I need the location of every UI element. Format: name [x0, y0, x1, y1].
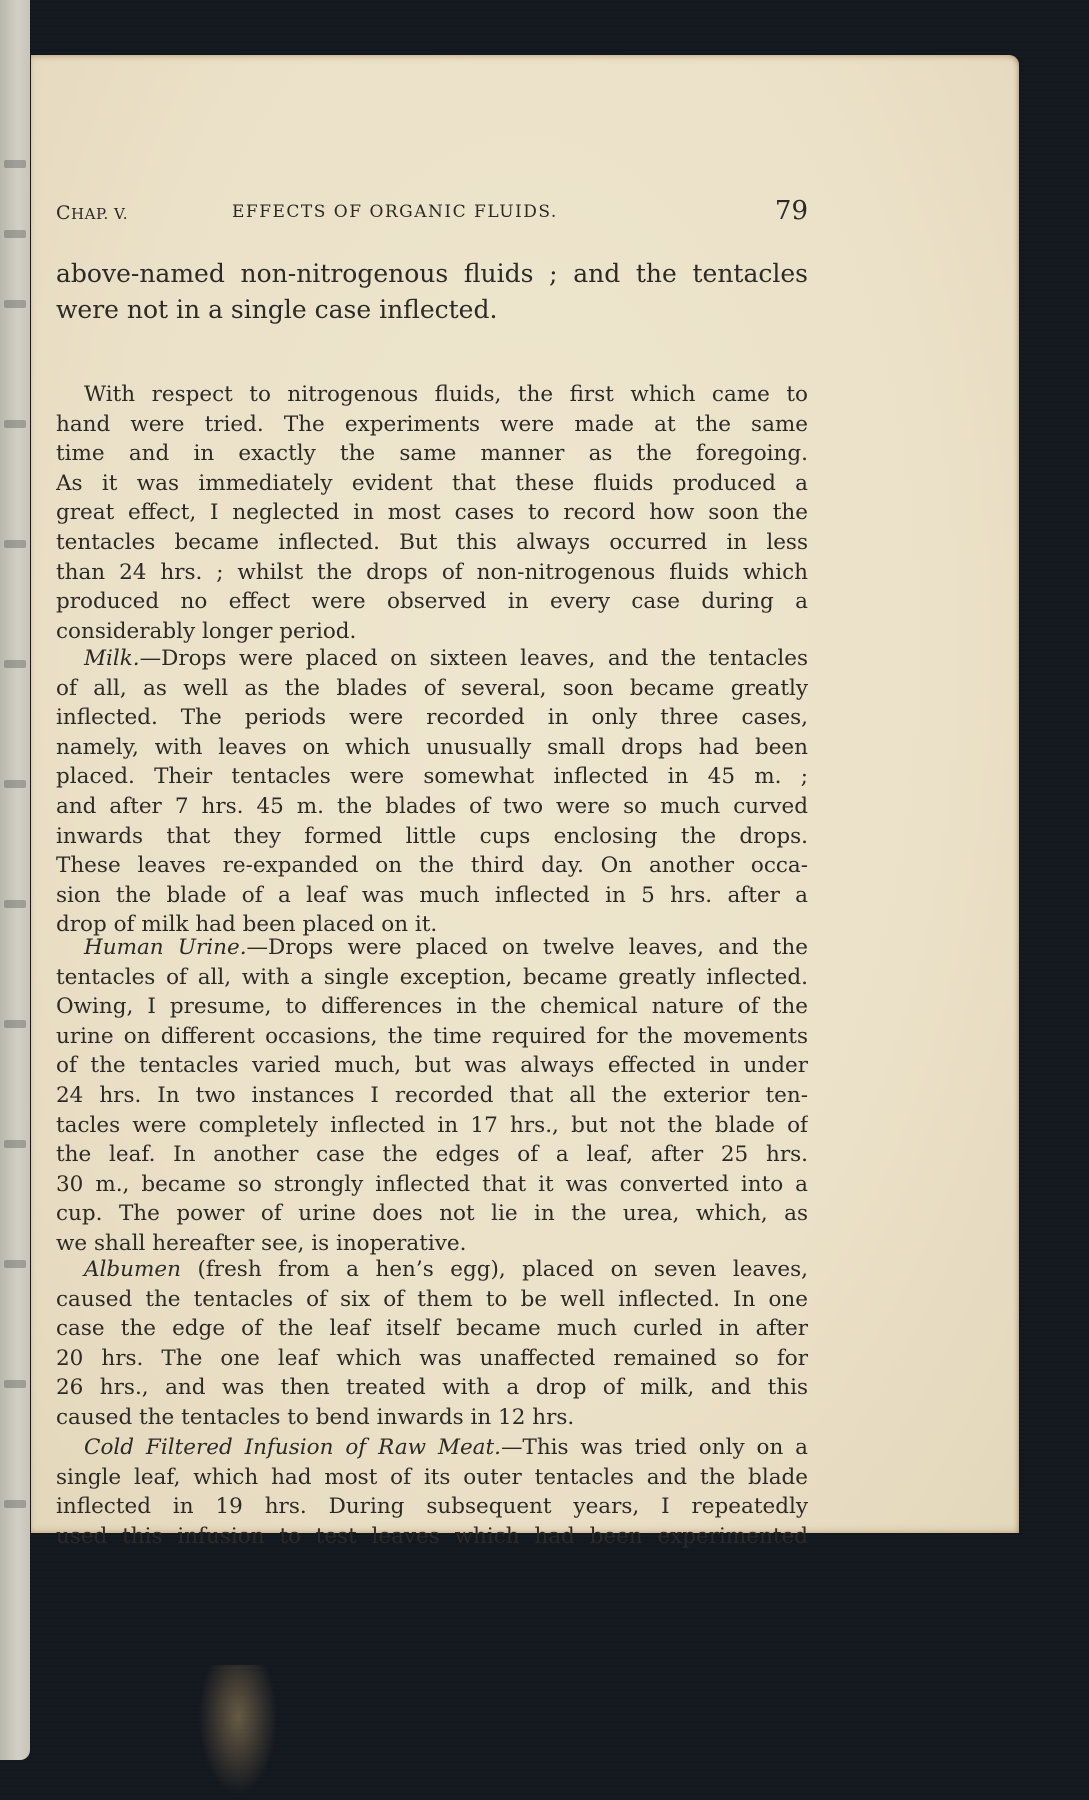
- bleed-through-mark: [4, 420, 26, 428]
- bleed-through-mark: [4, 540, 26, 548]
- bleed-through-mark: [4, 1140, 26, 1148]
- text-line: tentacles of all, with a single exception, became greatly inflected.: [56, 964, 808, 990]
- bleed-through-mark: [4, 1380, 26, 1388]
- chapter-label: [56, 202, 128, 224]
- text-line: of the tentacles varied much, but was always effected in under: [56, 1053, 808, 1079]
- running-head: [56, 196, 808, 232]
- text-line: As it was immediately evident that these fluids produced a: [56, 470, 808, 496]
- paragraph-human-urine: [56, 933, 808, 1259]
- bleed-through-mark: [4, 1260, 26, 1268]
- section-heading-human-urine: Human Urine.: [84, 935, 247, 960]
- paragraph-raw-meat-infusion: [56, 1433, 808, 1551]
- text-line: 20 hrs. The one leaf which was unaffected remained so for: [56, 1345, 808, 1371]
- section-heading-albumen: Albumen: [84, 1257, 181, 1282]
- text-line: tacles were completely inflected in 17 hrs., but not the blade of: [56, 1112, 808, 1138]
- text-line: sion the blade of a leaf was much inflected in 5 hrs. after a: [56, 882, 808, 908]
- text-line: and after 7 hrs. 45 m. the blades of two were so much curved: [56, 793, 808, 819]
- text-line: caused the tentacles of six of them to be well inflected. In one: [56, 1286, 808, 1312]
- text-line: namely, with leaves on which unusually small drops had been: [56, 734, 808, 760]
- text-line: time and in exactly the same manner as the foregoing.: [56, 441, 808, 467]
- paragraph-albumen: [56, 1255, 808, 1433]
- bleed-through-mark: [4, 900, 26, 908]
- paragraph-nitrogenous-fluids: [56, 380, 808, 646]
- text-line: considerably longer period.: [56, 618, 357, 644]
- text-line: produced no effect were observed in every case during a: [56, 589, 808, 615]
- text-run: —This was tried only on a: [500, 1435, 808, 1460]
- bleed-through-mark: [4, 230, 26, 238]
- text-line: [56, 1433, 808, 1463]
- text-line: [56, 1255, 808, 1285]
- paragraph-milk: [56, 644, 808, 940]
- text-line: hand were tried. The experiments were made at the same: [56, 411, 808, 437]
- text-line: of all, as well as the blades of several, soon became greatly: [56, 675, 808, 701]
- bleed-through-mark: [4, 1020, 26, 1028]
- text-run: (fresh from a hen’s egg), placed on seven leaves,: [180, 1257, 808, 1282]
- text-line: inflected. The periods were recorded in only three cases,: [56, 705, 808, 731]
- chapter-rest: HAP. V.: [71, 205, 129, 223]
- text-line: caused the tentacles to bend inwards in 12 hrs.: [56, 1404, 575, 1430]
- running-title: EFFECTS OF ORGANIC FLUIDS.: [232, 202, 558, 222]
- continuation-paragraph: [56, 256, 808, 328]
- text-line: 30 m., became so strongly inflected that it was converted into a: [56, 1171, 808, 1197]
- text-line: cup. The power of urine does not lie in the urea, which, as: [56, 1201, 808, 1227]
- text-line: than 24 hrs. ; whilst the drops of non-nitrogenous fluids which: [56, 559, 808, 585]
- bleed-through-mark: [4, 1500, 26, 1508]
- text-line: used this infusion to test leaves which had been experimented: [56, 1523, 808, 1549]
- text-line: were not in a single case inflected.: [56, 295, 498, 324]
- text-line: [56, 933, 808, 963]
- text-line: the leaf. In another case the edges of a leaf, after 25 hrs.: [56, 1142, 808, 1168]
- text-line: 26 hrs., and was then treated with a drop of milk, and this: [56, 1375, 808, 1401]
- text-line: These leaves re-expanded on the third day. On another occa-: [56, 853, 808, 879]
- text-line: case the edge of the leaf itself became much curled in after: [56, 1316, 808, 1342]
- text-line: With respect to nitrogenous fluids, the first which came to: [84, 382, 808, 407]
- text-line: urine on different occasions, the time required for the movements: [56, 1023, 808, 1049]
- text-run: —Drops were placed on twelve leaves, and the: [246, 935, 808, 960]
- text-line: tentacles became inflected. But this always occurred in less: [56, 529, 808, 555]
- text-line: Owing, I presume, to differences in the chemical nature of the: [56, 994, 808, 1020]
- text-line: inflected in 19 hrs. During subsequent years, I repeatedly: [56, 1494, 808, 1520]
- section-heading-raw-meat: Cold Filtered Infusion of Raw Meat.: [84, 1435, 501, 1460]
- text-run: —Drops were placed on sixteen leaves, and the tentacles: [139, 646, 808, 671]
- text-line: above-named non-nitrogenous fluids ; and the tentacles: [56, 259, 808, 288]
- text-line: single leaf, which had most of its outer tentacles and the blade: [56, 1464, 808, 1490]
- bleed-through-mark: [4, 780, 26, 788]
- bleed-through-mark: [4, 660, 26, 668]
- text-line: 24 hrs. In two instances I recorded that all the exterior ten-: [56, 1082, 808, 1108]
- text-line: inwards that they formed little cups enclosing the drops.: [56, 823, 808, 849]
- text-line: we shall hereafter see, is inoperative.: [56, 1230, 467, 1256]
- chapter-initial: C: [56, 202, 72, 224]
- bleed-through-mark: [4, 300, 26, 308]
- section-heading-milk: Milk.: [84, 646, 140, 671]
- bleed-through-mark: [4, 160, 26, 168]
- text-line: great effect, I neglected in most cases to record how soon the: [56, 500, 808, 526]
- adjacent-page-edge: [0, 0, 30, 1760]
- text-line: drop of milk had been placed on it.: [56, 912, 438, 938]
- text-line: placed. Their tentacles were somewhat inflected in 45 m. ;: [56, 764, 808, 790]
- page-number: 79: [774, 196, 808, 226]
- text-line: [56, 644, 808, 674]
